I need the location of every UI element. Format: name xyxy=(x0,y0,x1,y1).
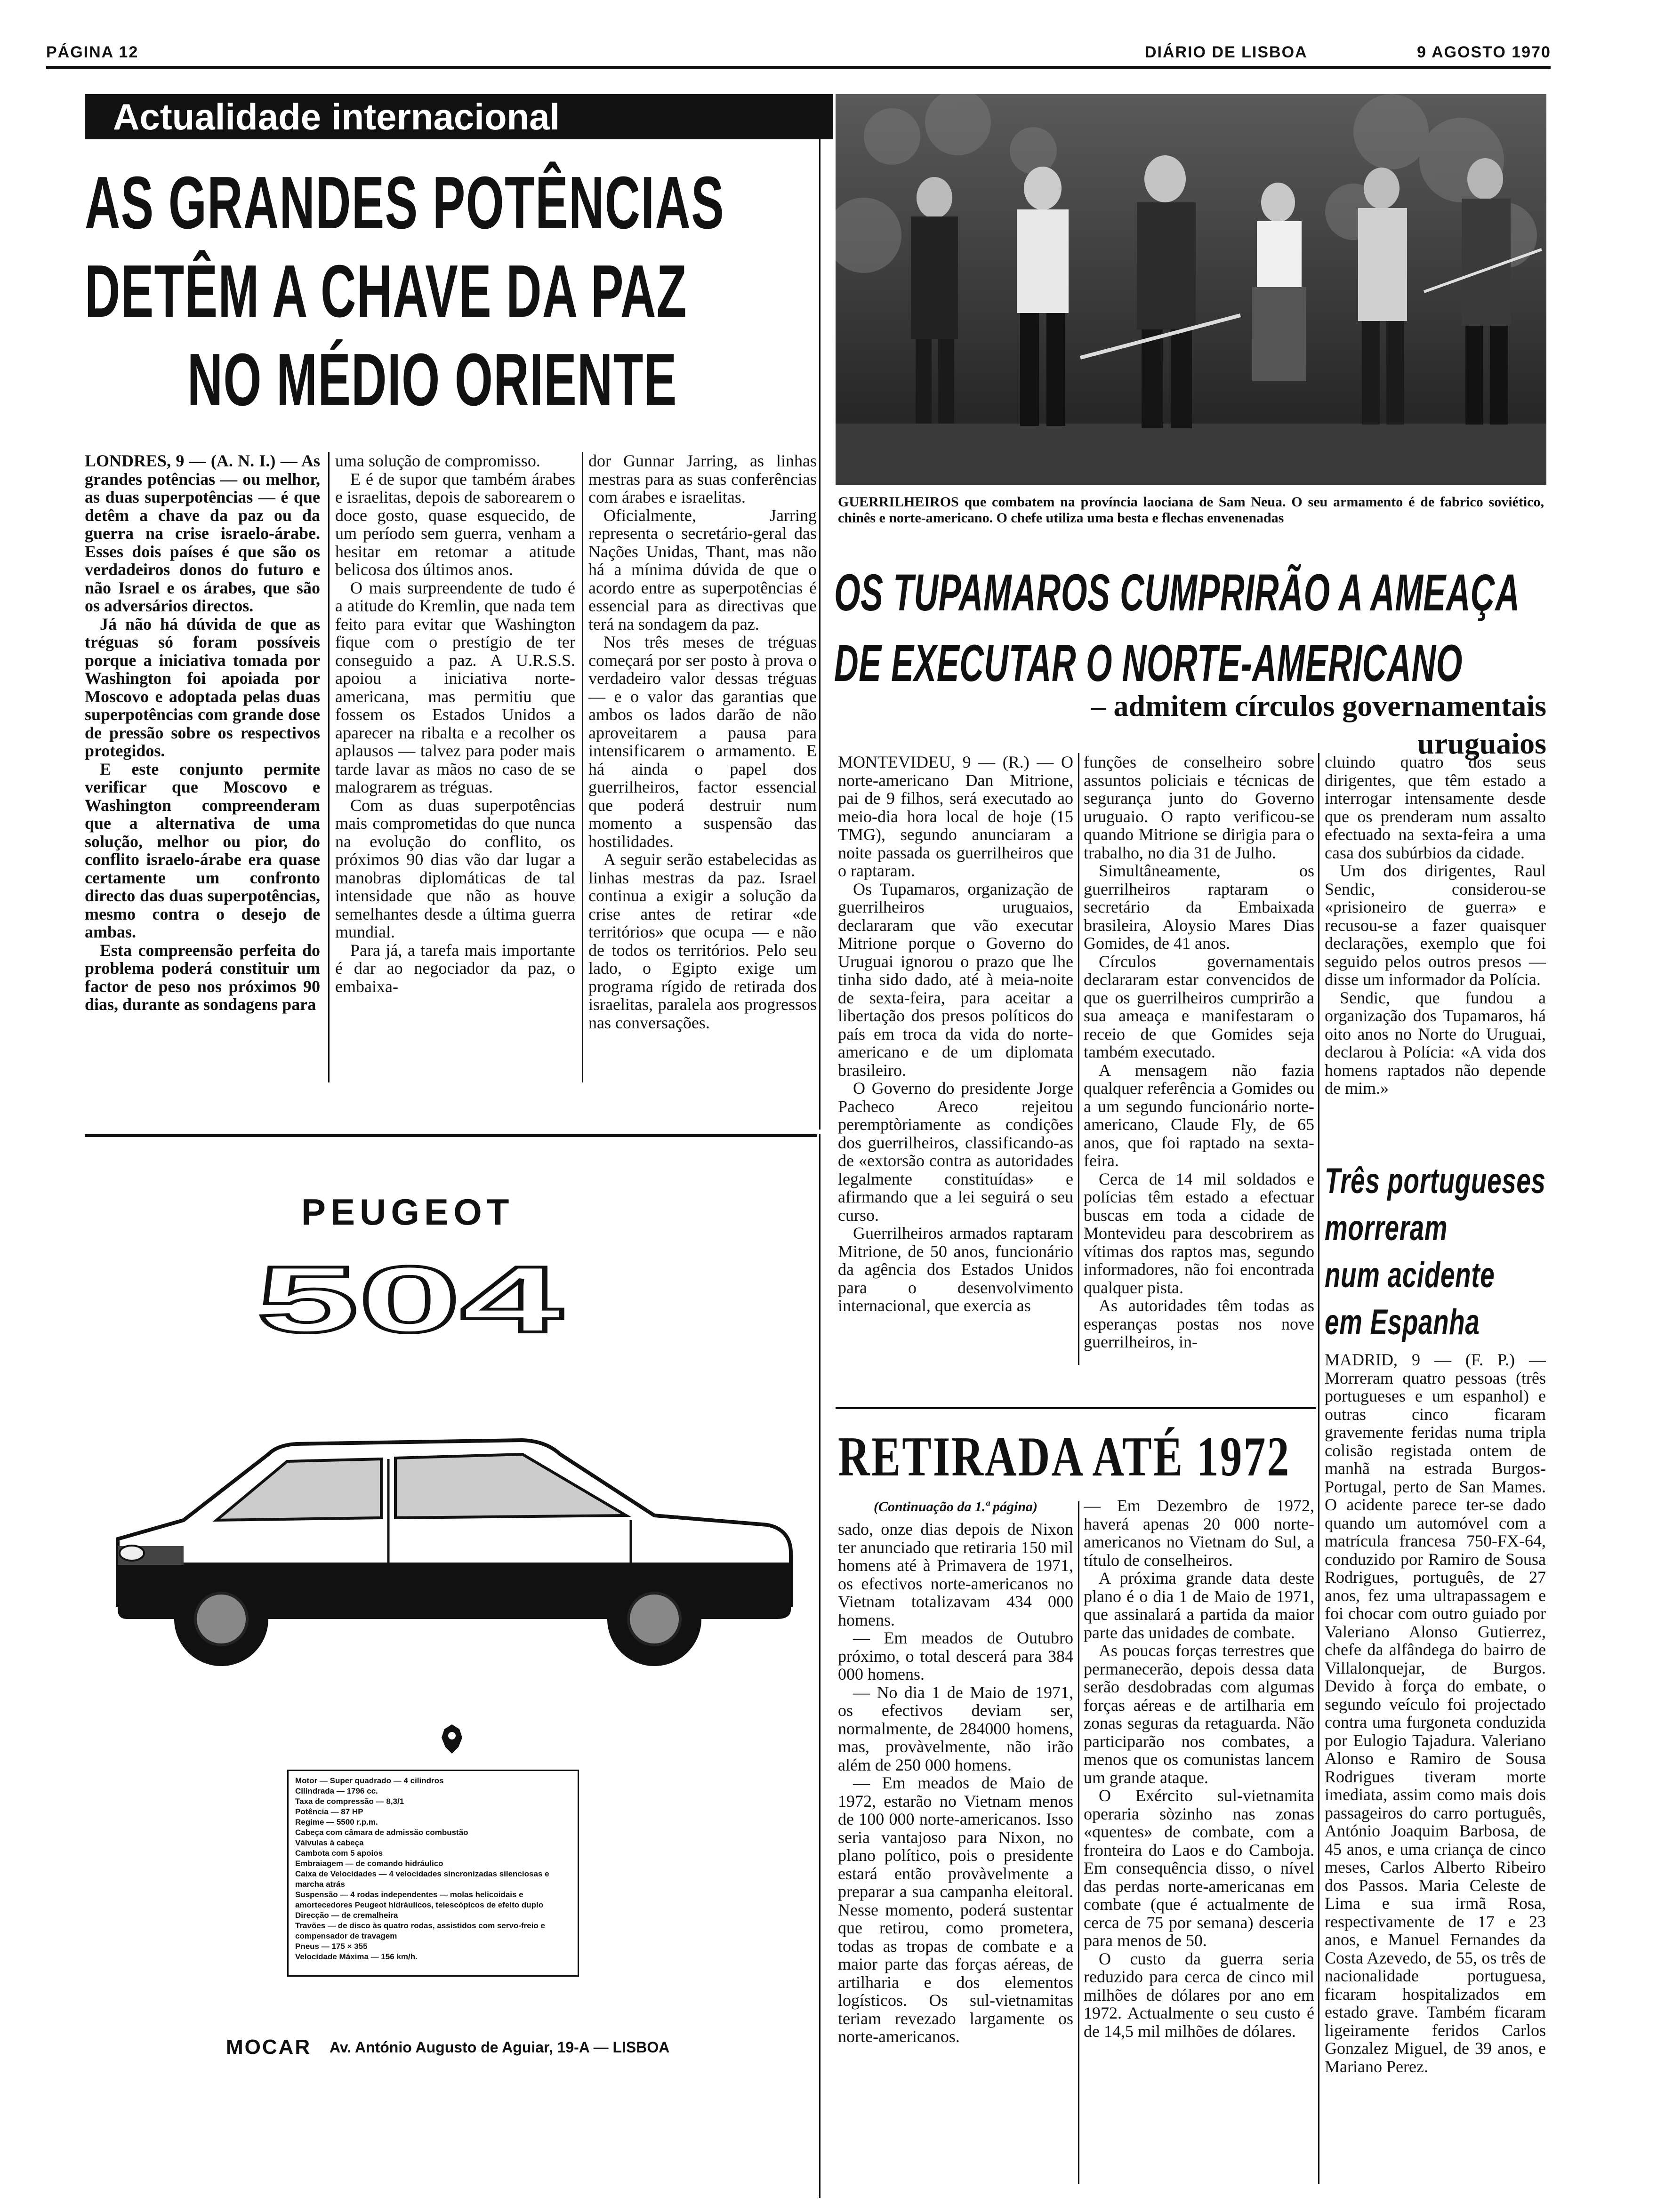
lion-emblem-icon xyxy=(438,1723,466,1755)
lead-headline-line-1: AS GRANDES POTÊNCIAS xyxy=(85,161,725,244)
lead-headline xyxy=(85,161,819,421)
column-rule xyxy=(1078,1501,1079,2184)
espanha-column xyxy=(1325,1351,1546,2188)
spec-line: Caixa de Velocidades — 4 velocidades sincronizadas silenciosas e marcha atrás xyxy=(295,1869,549,1889)
spec-line: Regime — 5500 r.p.m. xyxy=(295,1818,378,1827)
retirada-column-1 xyxy=(838,1520,1073,2188)
spec-line: Suspensão — 4 rodas independentes — molas helicoidais e amortecedores Peugeot hidráulicos, telescópicos de efeito duplo xyxy=(295,1890,544,1909)
tupamaros-paragraph: MONTEVIDEU, 9 — (R.) — O norte-americano Dan Mitrione, pai de 9 filhos, será executado ao meio-dia hora local de hoje (15 TMG), segundo anunciaram a noite passada os guerrilheiros que o raptaram. xyxy=(838,753,1073,880)
column-rule xyxy=(582,452,583,1082)
lead-column-3 xyxy=(588,452,817,1115)
page-number: PÁGINA 12 xyxy=(46,43,139,61)
spec-line: Válvulas à cabeça xyxy=(295,1838,364,1847)
espanha-headline-line-2: morreram xyxy=(1325,1208,1448,1248)
tupamaros-paragraph: Círculos governamentais declararam estar convencidos de que os guerrilheiros cumprirão a sua ameaça e manifestaram o receio de que Gomides seja também executado. xyxy=(1084,952,1314,1061)
lead-paragraph: E é de supor que também árabes e israelitas, depois de saborearem o doce gosto, quase esquecido, de um período sem guerra, venham a hesitar em retomar a atitude belicosa dos últimos anos. xyxy=(335,469,575,579)
tupamaros-paragraph: Os Tupamaros, organização de guerrilheiros uruguaios, declararam que vão executar Mitrione porque o Governo do Uruguai ignorou o prazo que lhe tinha sido dado, até à meia-noite de sexta-feira, para aceitar a libertação dos presos políticos do país em troca da vida do norte-americano e de um diplomata brasileiro. xyxy=(838,879,1073,1080)
advert-model-logo xyxy=(245,1252,574,1346)
tupamaros-headline-line-2: DE EXECUTAR O NORTE-AMERICANO xyxy=(834,634,1463,692)
lead-paragraph: O mais surpreendente de tudo é a atitude do Kremlin, que nada tem feito para evitar que Washington fique com o prestígio de ter conseguido a paz. A U.R.S.S. apoiou a iniciativa norte-americana, mas permitiu que fossem os Estados Unidos a aparecer na ribalta e a recolher os aplausos — talvez para poder mais tarde lavar as mãos no caso de se malograrem as tréguas. xyxy=(335,578,575,796)
section-title: Actualidade internacional xyxy=(85,94,833,139)
tupamaros-paragraph: A mensagem não fazia qualquer referência a Gomides ou a um segundo funcionário norte-americano, Claude Fly, de 65 anos, que foi raptado na sexta-feira. xyxy=(1084,1060,1314,1170)
advert-top-rule xyxy=(85,1134,817,1137)
advert-model: 504 xyxy=(257,1252,563,1346)
tupamaros-paragraph: O Governo do presidente Jorge Pacheco Areco rejeitou peremptòriamente as condições dos guerrilheiros, classificando-as de «extorsão contra as autoridades legalmente constituídas» e afirmando que a lei seguirá o seu curso. xyxy=(838,1079,1073,1225)
spec-line: Motor — Super quadrado — 4 cilindros xyxy=(295,1776,444,1785)
peugeot-advert xyxy=(85,1139,817,2203)
tupamaros-paragraph: Um dos dirigentes, Raul Sendic, considerou-se «prisioneiro de guerra» e recusou-se a fazer quaisquer declarações, exemplo que foi seguido pelos outros presos — disse um informador da Polícia. xyxy=(1325,861,1546,989)
lead-paragraph: Nos três meses de tréguas começará por ser posto à prova o verdadeiro valor dessas tréguas — e o valor das garantias que ambos os lados darão de não aproveitarem a pausa para intensificarem o armamento. E há ainda o papel dos guerrilheiros, factor essencial que poderá destruir num momento a suspensão das hostilidades. xyxy=(588,633,817,851)
retirada-paragraph: — No dia 1 de Maio de 1971, os efectivos deviam ser, normalmente, de 284000 homens, mas, provàvelmente, não irão além de 250 000 homens. xyxy=(838,1683,1073,1774)
lead-paragraph: A seguir serão estabelecidas as linhas mestras da paz. Israel continua a exigir a solução da crise antes de retirar «de territórios» que ocupa — e não de todos os territórios. Pelo seu lado, o Egipto exige um programa rígido de retirada dos israelitas, paralela aos progressos nas conversações. xyxy=(588,850,817,1032)
lead-paragraph: E este conjunto permite verificar que Moscovo e Washington compreenderam que a alternativa de uma solução, melhor ou pior, do conflito israelo-árabe era quase certamente um confronto directo das duas superpotências, mesmo contra o desejo de ambas. xyxy=(85,759,320,941)
section-divider xyxy=(819,94,820,1130)
tupamaros-column-3 xyxy=(1325,753,1546,1148)
spec-line: Direcção — de cremalheira xyxy=(295,1911,398,1920)
retirada-paragraph: — Em meados de Outubro próximo, o total descerá para 384 000 homens. xyxy=(838,1628,1073,1683)
lead-paragraph: Oficialmente, Jarring representa o secretário-geral das Nações Unidas, Thant, mas não há a mínima dúvida de que o acordo entre as superpotências é essencial para as directivas que terá na sondagem da paz. xyxy=(588,505,817,633)
retirada-headline: RETIRADA ATÉ 1972 xyxy=(838,1425,1291,1488)
espanha-paragraph: MADRID, 9 — (F. P.) — Morreram quatro pessoas (três portugueses e um espanhol) e outras cinco ficaram gravemente feridas numa tripla colisão registada ontem de manhã na estrada Burgos-Portugal, perto de San Mames. O acidente parece ter-se dado quando um automóvel com a matrícula francesa 750-FX-64, conduzido por Ramiro de Sousa Rodrigues, português, de 27 anos, fez uma ultrapassagem e foi chocar com outro guiado por Valeriano Alonso Gutierrez, chefe da alfândega do bairro de Villalonquejar, de Burgos. Devido à força do embate, o segundo veículo foi projectado contra uma furgoneta conduzida por Eulogio Tajadura. Valeriano Alonso e Ramiro de Sousa Rodrigues tiveram morte imediata, assim como mais dois passageiros do carro português, António Joaquim Barbosa, de 45 anos, e uma criança de cinco meses, Carlos Alberto Ribeiro dos Passos. Maria Celeste de Lima e sua irmã Rosa, respectivamente de 17 e 23 anos, e Manuel Fernandes da Costa Azevedo, de 55, os três de nacionalidade portuguesa, ficaram hospitalizados em estado grave. Também ficaram ligeiramente feridos Carlos Gonzalez Miguel, de 39 anos, e Mariano Perez. xyxy=(1325,1351,1546,2076)
espanha-headline-line-4: em Espanha xyxy=(1325,1302,1480,1342)
lead-paragraph: Com as duas superpotências mais comprometidas do que nunca na evolução do conflito, os próximos 90 dias vão dar lugar a manobras diplomáticas de tal intensidade que não as houve semelhantes desde a última guerra mundial. xyxy=(335,795,575,941)
espanha-headline-line-3: num acidente xyxy=(1325,1255,1495,1295)
retirada-paragraph: — Em Dezembro de 1972, haverá apenas 20 000 norte-americanos no Vietnam do Sul, a título de conselheiros. xyxy=(1084,1497,1314,1570)
advert-address: Av. António Augusto de Aguiar, 19-A — LISBOA xyxy=(330,2039,670,2056)
guerrilla-photo-image xyxy=(836,94,1546,485)
retirada-paragraph: sado, onze dias depois de Nixon ter anunciado que retiraria 150 mil homens até à Primavera de 1971, os efectivos norte-americanos no Vietnam totalizavam 434 000 homens. xyxy=(838,1520,1073,1629)
tupamaros-paragraph: As autoridades têm todas as esperanças postas nos nove guerrilheiros, in- xyxy=(1084,1296,1314,1351)
tupamaros-paragraph: Guerrilheiros armados raptaram Mitrione, de 50 anos, funcionário da agência dos Estados Unidos para o desenvolvimento internacional, que exercia as xyxy=(838,1224,1073,1315)
retirada-paragraph: O custo da guerra seria reduzido para cerca de cinco mil milhões de dólares por ano em 1972. Actualmente o seu custo é de 14,5 mil milhões de dólares. xyxy=(1084,1949,1314,2041)
retirada-paragraph: — Em meados de Maio de 1972, estarão no Vietnam menos de 100 000 norte-americanos. Isso seria vantajoso para Nixon, no plano político, pois o presidente estará então provàvelmente a preparar a sua campanha eleitoral. Nesse momento, poderá sustentar que retirou, como prometera, todas as tropas de combate e a maior parte das forças aéreas, de artilharia e dos elementos logísticos. Os sul-vietnamitas teriam revezado largamente os norte-americanos. xyxy=(838,1773,1073,2046)
advert-specs-box xyxy=(287,1770,579,1977)
lead-column-2 xyxy=(335,452,575,1115)
issue-date: 9 AGOSTO 1970 xyxy=(1417,43,1551,61)
spec-line: Pneus — 175 × 355 xyxy=(295,1942,368,1951)
retirada-paragraph: A próxima grande data deste plano é o dia 1 de Maio de 1971, que assinalará a partida da maior parte das unidades de combate. xyxy=(1084,1569,1314,1642)
spec-line: Embraiagem — de comando hidráulico xyxy=(295,1859,443,1868)
tupamaros-paragraph: cluindo quatro dos seus dirigentes, que têm estado a interrogar intensamente desde que os prenderam num assalto efectuado na sexta-feira a uma casa dos subúrbios da cidade. xyxy=(1325,753,1546,862)
tupamaros-paragraph: Cerca de 14 mil soldados e polícias têm estado a efectuar buscas em toda a cidade de Montevideu para descobrirem as vítimas dos raptos mas, segundo informadores, não foi encontrada qualquer pista. xyxy=(1084,1169,1314,1297)
retirada-paragraph: O Exército sul-vietnamita operaria sòzinho nas zonas «quentes» de combate, com a fronteira do Laos e do Camboja. Em consequência disso, o nível das perdas norte-americanas em combate (que é actualmente de cerca de 75 por semana) desceria para menos de 50. xyxy=(1084,1786,1314,1950)
lead-paragraph: Para já, a tarefa mais importante é dar ao negociador da paz, o embaixa- xyxy=(335,940,575,996)
masthead-rule xyxy=(46,66,1551,69)
espanha-headline xyxy=(1325,1158,1546,1346)
spec-line: Cabeça com câmara de admissão combustão xyxy=(295,1828,468,1837)
retirada-continuation: (Continuação da 1.ª página) xyxy=(873,1499,1038,1515)
tupamaros-paragraph: Simultâneamente, os guerrilheiros raptaram o secretário da Embaixada brasileira, Aloysio Mares Dias Gomides, de 41 anos. xyxy=(1084,861,1314,953)
spec-line: Velocidade Máxima — 156 km/h. xyxy=(295,1952,418,1961)
lead-paragraph: LONDRES, 9 — (A. N. I.) — As grandes potências — ou melhor, as duas superpotências — é que detêm a chave da paz ou da guerra na crise israelo-árabe. Esses dois países é que são os verdadeiros donos do futuro e não Israel e os árabes, que são os adversários directos. xyxy=(85,452,320,615)
car-illustration xyxy=(99,1384,805,1685)
tupamaros-paragraph: funções de conselheiro sobre assuntos policiais e técnicas de segurança junto do Governo uruguaio. O rapto verificou-se quando Mitrione se dirigia para o trabalho, no dia 31 de Julho. xyxy=(1084,753,1314,862)
column-rule xyxy=(328,452,330,1082)
tupamaros-subheadline: – admitem círculos governamentais uruguaios xyxy=(1091,689,1546,760)
retirada-paragraph: As poucas forças terrestres que permanecerão, depois dessa data serão desdobradas com algumas forças aéreas e de artilharia em zonas seguras da retaguarda. Não participarão nos combates, a menos que os comunistas lancem um grande ataque. xyxy=(1084,1641,1314,1787)
advert-brand: PEUGEOT xyxy=(301,1191,514,1233)
tupamaros-column-2 xyxy=(1084,753,1314,1384)
advert-dealer: MOCAR xyxy=(226,2036,312,2059)
spec-line: Potência — 87 HP xyxy=(295,1807,363,1816)
lead-column-1 xyxy=(85,452,320,1115)
column-rule xyxy=(1318,753,1319,2184)
newspaper-name: DIÁRIO DE LISBOA xyxy=(1145,43,1308,61)
retirada-top-rule xyxy=(836,1407,1316,1409)
spec-line: Taxa de compressão — 8,3/1 xyxy=(295,1797,404,1806)
photo-caption: GUERRILHEIROS que combatem na província laociana de Sam Neua. O seu armamento é de fabrico soviético, chinês e norte-americano. O chefe utiliza uma besta e flechas envenenadas xyxy=(838,494,1544,526)
spec-line: Cilindrada — 1796 cc. xyxy=(295,1787,378,1795)
tupamaros-paragraph: Sendic, que fundou a organização dos Tupamaros, há oito anos no Norte do Uruguai, declarou à Polícia: «A vida dos homens raptados não depende de mim.» xyxy=(1325,988,1546,1098)
advert-right-rule xyxy=(819,1134,820,2198)
column-rule xyxy=(1078,753,1079,1365)
retirada-column-2 xyxy=(1084,1497,1314,2188)
spec-line: Cambota com 5 apoios xyxy=(295,1849,383,1858)
espanha-headline-line-1: Três portugueses xyxy=(1325,1161,1546,1201)
lead-paragraph: dor Gunnar Jarring, as linhas mestras para as suas conferências com árabes e israelitas. xyxy=(588,452,817,506)
lead-paragraph: uma solução de compromisso. xyxy=(335,452,540,470)
lead-headline-line-3: NO MÉDIO ORIENTE xyxy=(187,338,677,421)
lead-headline-line-2: DETÊM A CHAVE DA PAZ xyxy=(85,250,687,333)
spec-line: Travões — de disco às quatro rodas, assistidos com servo-freio e compensador de travagem xyxy=(295,1921,545,1940)
guerrilla-photo xyxy=(836,94,1546,485)
tupamaros-headline-line-1: OS TUPAMAROS CUMPRIRÃO A AMEAÇA xyxy=(834,564,1520,622)
lead-paragraph: Já não há dúvida de que as tréguas só foram possíveis porque a iniciativa tomada por Washington foi apoiada por Moscovo e adoptada pelas duas superpotências com grande dose de pressão sobre os respectivos protegidos. xyxy=(85,614,320,760)
lead-paragraph: Esta compreensão perfeita do problema poderá constituir um factor de peso nos próximos 90 dias, durante as sondagens para xyxy=(85,940,320,1014)
tupamaros-column-1 xyxy=(838,753,1073,1384)
